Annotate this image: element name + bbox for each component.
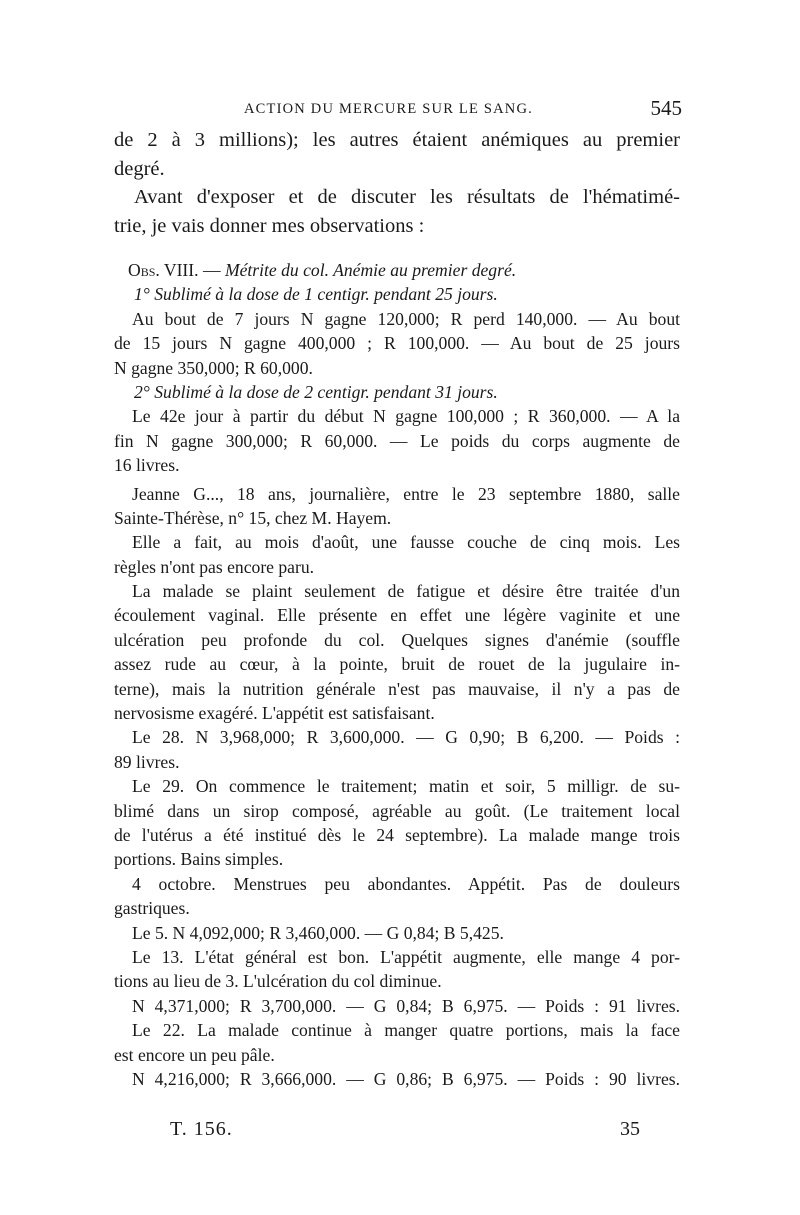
sheet-number: 35 (620, 1118, 640, 1140)
text-line: fin N gagne 300,000; R 60,000. — Le poids du corps augmente de (114, 430, 680, 451)
text-line: écoulement vaginal. Elle présente en effet une légère vaginite et une (114, 605, 680, 626)
text-line: 16 livres. (114, 455, 180, 476)
text-line: est encore un peu pâle. (114, 1044, 275, 1065)
text-line: terne), mais la nutrition générale n'est pas mauvaise, il n'y a pas de (114, 678, 680, 699)
running-head: ACTION DU MERCURE SUR LE SANG. (244, 101, 533, 117)
paragraph (114, 530, 680, 579)
paragraph (114, 482, 680, 531)
paragraph (114, 404, 680, 477)
observation-title: Métrite du col. Anémie au premier degré. (224, 260, 517, 280)
page-number: 545 (650, 96, 682, 120)
observation-label: Obs. VIII. — (128, 260, 221, 280)
text-line: ulcération peu profonde du col. Quelques signes d'anémie (souffle (114, 629, 680, 650)
text-line: de 15 jours N gagne 400,000 ; R 100,000. — Au bout de 25 jours (114, 333, 680, 354)
text-line: N 4,216,000; R 3,666,000. — G 0,86; B 6,975. — Poids : 90 livres. (132, 1068, 680, 1089)
text-line: gastriques. (114, 898, 190, 919)
text-line: Elle a fait, au mois d'août, une fausse couche de cinq mois. Les (132, 532, 680, 553)
text-line: N gagne 350,000; R 60,000. (114, 357, 313, 378)
text-line: blimé dans un sirop composé, agréable au goût. (Le traitement local (114, 800, 680, 821)
text-line: de 2 à 3 millions); les autres étaient anémiques au premier (114, 129, 680, 151)
paragraph (114, 945, 680, 994)
paragraph (114, 1018, 680, 1067)
text-line: Le 22. La malade continue à manger quatre portions, mais la face (132, 1020, 680, 1041)
paragraph (114, 921, 680, 945)
intro-paragraph (114, 126, 680, 240)
text-line: Sainte-Thérèse, n° 15, chez M. Hayem. (114, 507, 392, 528)
text-line: portions. Bains simples. (114, 849, 284, 870)
treatment-subheading: 2° Sublimé à la dose de 2 centigr. pendant 31 jours. (134, 381, 498, 402)
text-line: Le 28. N 3,968,000; R 3,600,000. — G 0,90; B 6,200. — Poids : (132, 727, 680, 748)
text-line: Le 13. L'état général est bon. L'appétit augmente, elle mange 4 por- (132, 946, 680, 967)
text-line: 4 octobre. Menstrues peu abondantes. Appétit. Pas de douleurs (132, 873, 680, 894)
text-line: de l'utérus a été institué dès le 24 septembre). La malade mange trois (114, 824, 680, 845)
text-line: 89 livres. (114, 751, 180, 772)
text-line: Le 42e jour à partir du début N gagne 100,000 ; R 360,000. — A la (132, 406, 680, 427)
observation-heading (114, 258, 680, 282)
paragraph (114, 725, 680, 774)
text-line: règles n'ont pas encore paru. (114, 556, 315, 577)
text-line: Le 5. N 4,092,000; R 3,460,000. — G 0,84; B 5,425. (132, 922, 504, 943)
text-line: assez rude au cœur, à la pointe, bruit de rouet de la jugulaire in- (114, 654, 680, 675)
text-line: trie, je vais donner mes observations : (114, 214, 425, 237)
page-footer (170, 1118, 640, 1148)
text-line: Au bout de 7 jours N gagne 120,000; R perd 140,000. — Au bout (132, 308, 680, 329)
text-line: Le 29. On commence le traitement; matin et soir, 5 milligr. de su- (132, 776, 680, 797)
text-line: La malade se plaint seulement de fatigue et désire être traitée d'un (132, 581, 680, 602)
text-line: N 4,371,000; R 3,700,000. — G 0,84; B 6,975. — Poids : 91 livres. (132, 995, 680, 1016)
text-line: tions au lieu de 3. L'ulcération du col diminue. (114, 971, 442, 992)
text-line: Jeanne G..., 18 ans, journalière, entre le 23 septembre 1880, salle (132, 483, 680, 504)
paragraph (114, 994, 680, 1018)
signature-mark: T. 156. (170, 1118, 233, 1140)
paragraph (114, 774, 680, 872)
text-line: nervosisme exagéré. L'appétit est satisfaisant. (114, 703, 435, 724)
paragraph (114, 579, 680, 725)
body-text (114, 126, 680, 1091)
paragraph (114, 307, 680, 380)
treatment-subheading: 1° Sublimé à la dose de 1 centigr. pendant 25 jours. (134, 284, 498, 305)
paragraph (114, 1067, 680, 1091)
text-line: degré. (114, 157, 165, 180)
page-header (112, 96, 682, 126)
text-line: Avant d'exposer et de discuter les résultats de l'hématimé- (134, 186, 680, 208)
paragraph (114, 872, 680, 921)
